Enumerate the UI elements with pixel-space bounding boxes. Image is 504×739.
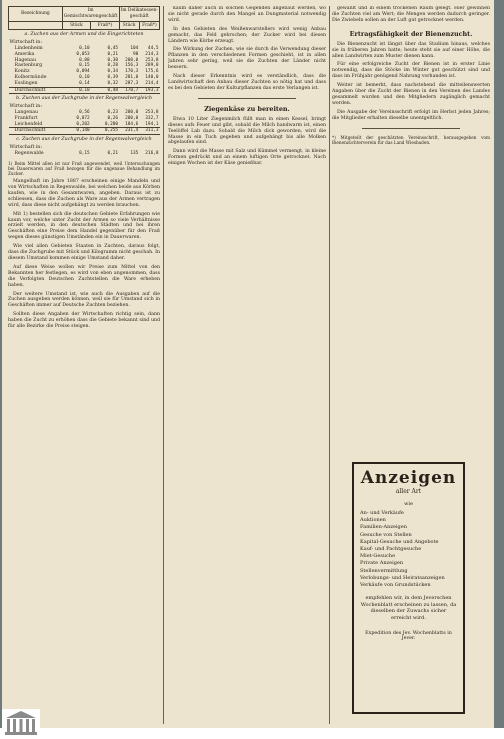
table-cell: 44,5 xyxy=(147,45,159,51)
table-cell: 253,8 xyxy=(145,109,159,115)
table-cell: 194,1 xyxy=(145,121,159,127)
table-cell: 0,072 xyxy=(76,115,90,121)
table-cell: 98 xyxy=(132,51,139,57)
table-cell: 287,3 xyxy=(125,80,139,86)
table-cell: 193,3 xyxy=(139,87,159,94)
body-paragraph: Mangelhaft im Jahre 1887 erscheinen einige Mandeln und von Wirtschaften in Regenwalde, bei welchen beide aus Körben kaufen, wie in den Gesamtwaren, angeben. Daraus ist zu schliessen, dass die Zuchen als Ware aus der Armen vertragen wird, dass diese nicht aufgehängt zu werden brauchen. xyxy=(8,179,160,208)
body-paragraph: kaum daher auch in solchen Gegenden angebaut werden, wo sie nicht gerade durch den Mangel an Dungmaterial notwendig wird. xyxy=(168,6,326,23)
body-paragraph: Wie viel allen Gebieten Staaten in Zuchten, daraus folgt, dass die Zuchgrube mit Stück und Kilogramm nicht geschah. In diesem Umstand kommen einige Umstand daher. xyxy=(8,244,160,262)
row-label: Lindenheim xyxy=(14,45,43,51)
table-row xyxy=(9,52,160,58)
table-cell: 0,23 xyxy=(107,109,119,115)
ad-list-item: Kapital-Gesuche und Angebote xyxy=(360,538,439,545)
table-cell: 200,0 xyxy=(125,57,139,63)
table-cell: 0,202 xyxy=(76,121,90,127)
article-heading-ziegenkaese: Ziegenkäse zu bereiten. xyxy=(204,104,290,113)
table-row xyxy=(9,87,160,94)
table-cell: 311,3 xyxy=(139,128,159,135)
table-cell: 135 xyxy=(130,150,139,156)
col-header-frass: Fraß*) xyxy=(91,21,119,30)
ad-list-item: Gesuche von Stellen xyxy=(360,531,412,538)
price-table xyxy=(8,6,160,157)
table-row xyxy=(9,151,160,157)
table-group-label: a. Zuchen aus der Armen und die Eingerichteten xyxy=(9,30,160,40)
body-paragraph: Auf diese Weise wollen wir Preise zum Mittel von den Bekannten her festlegen, es wird von eben angenommen, dass die Verfolgten Deutschen Zuchtstellen die Ware erheben haben. xyxy=(8,264,160,288)
col-header-frass-2: Fraß*) xyxy=(139,21,159,30)
table-cell: 0,32 xyxy=(107,80,119,86)
right-footnote: *) Mitgeteilt der geschätzten Vereinsschrift, herausgegeben vom Bienenzüchterverein für das Land Wiesbaden. xyxy=(332,134,490,145)
right-column xyxy=(332,6,490,446)
table-cell: 184,6 xyxy=(125,121,139,127)
table-cell: 0,140 xyxy=(62,128,90,135)
table-cell: 0,28 xyxy=(107,63,119,69)
table-cell: 200,0 xyxy=(125,115,139,121)
table-cell: 0,30 xyxy=(107,57,119,63)
table-footnote: 1) Beim Mittel allen ist nur Fraß angewendet, weil Untersuchungen bei Dauerwaren auf Fraß bezogen für die ungenaue Behandlung im Zucker. xyxy=(8,160,160,176)
table-cell: 0,21 xyxy=(107,150,119,156)
ad-title: Anzeigen xyxy=(360,468,457,488)
col-header-stueck-2: Stück xyxy=(119,21,139,30)
table-row xyxy=(9,75,160,81)
advertisement-box xyxy=(352,462,465,714)
column-rule xyxy=(163,6,164,724)
row-label: Durchschnitt xyxy=(9,87,63,94)
table-cell: 175,6 xyxy=(145,69,159,75)
row-label: Langenau xyxy=(14,109,39,115)
middle-article-text xyxy=(168,117,326,167)
left-column xyxy=(8,6,160,333)
divider xyxy=(362,128,460,129)
body-paragraph: Mit 1) bestellen sich die deutschen Gebiete Erfahrungen wie kaum vor, welche unter Zucht der Armen so viele Verhältnisse erzielt werden, in den deutschen Städten und bei ihren Geschäften eine Preise dem Handel gegenüber für den Fraß wegen dieses günstigen Umständen ein in Dauerwaren. xyxy=(8,211,160,241)
ad-intro: wie xyxy=(404,501,413,507)
row-label: Kolbermünde xyxy=(14,74,47,80)
row-label: Rastenburg xyxy=(14,63,43,69)
table-cell: 214,4 xyxy=(145,80,159,86)
ad-list xyxy=(360,510,457,589)
body-paragraph: In den Gebieten des Weißenwarstellers wird wenig Anbau gemacht, das Feld gebrochen; der Zucker wird bei diesen Ländern wie Körbe erzeugt. xyxy=(168,26,326,44)
ad-list-item: Verlobungs- und Heiratsanzeigen xyxy=(360,574,445,581)
table-cell: 281,0 xyxy=(125,74,139,80)
table-cell: 0,56 xyxy=(79,109,90,115)
row-label: Durchschnitt xyxy=(9,128,63,135)
table-cell: 104 xyxy=(130,45,139,51)
col-header-delikatessen: Im Delikatessen-geschäft xyxy=(119,7,159,22)
table-row xyxy=(9,128,160,135)
table-cell: 253,8 xyxy=(145,57,159,63)
bottom-strip xyxy=(0,728,504,739)
table-cell: 0,15 xyxy=(79,150,90,156)
table-group-sublabel: Wirtschaft in: xyxy=(9,144,42,150)
table-cell: 0,21 xyxy=(107,51,119,57)
table-cell: 170,7 xyxy=(119,87,139,94)
ad-list-item: Familien-Anzeigen xyxy=(360,524,407,531)
col-header-bezeichnung: Bezeichnung xyxy=(9,7,63,22)
col-header-gemischtwaren: Im Gemischtwarengeschäft xyxy=(62,7,119,22)
table-cell: 231,4 xyxy=(119,128,139,135)
newspaper-page xyxy=(2,0,494,728)
table-row xyxy=(9,81,160,87)
ad-expedition: Expedition des Jev. Wochenblatts in Jever. xyxy=(365,631,452,642)
table-row xyxy=(9,110,160,116)
ad-footer: empfehlen wir, in dem Jeverschen Wochenblatt erscheinen zu lassen, da dieselben der Zuwachs sicher erreicht wird. xyxy=(360,595,457,621)
row-label: Esslingen xyxy=(14,80,38,86)
table-row xyxy=(9,46,160,52)
table-group-sublabel: Wirtschaft in: xyxy=(9,40,42,46)
table-cell: 0,053 xyxy=(76,51,90,57)
table-group-sublabel: Wirtschaft in: xyxy=(9,104,42,110)
table-cell: 0,10 xyxy=(62,87,90,94)
table-cell: 0,14 xyxy=(79,80,90,86)
table-cell: 214,3 xyxy=(145,51,159,57)
body-paragraph: Der weitere Umstand ist, wie auch die Ausgaben auf die Zuchen ausgeben werden können, weil sie für Umstand sich in Geschäften immer auf Deutsche Zuchten beziehen. xyxy=(8,291,160,309)
table-cell: 140,0 xyxy=(145,74,159,80)
row-label: Hagenau xyxy=(14,57,36,63)
body-paragraph: Etwa 10 Liter Ziegenmilch füllt man in einen Kessel, bringt dieses aufs Feuer und gibt, sobald die Milch handwarm ist, einen Teelöffel Lab dazu. Sobald die Milch dick geworden, wird die Masse in ein Tuch gegeben und aufgehängt bis alle Molken abgelaufen sind. xyxy=(168,116,326,146)
library-logo-icon xyxy=(2,709,40,737)
ad-list-item: Kauf- und Pachtgesuche xyxy=(360,546,422,553)
table-cell: 289,0 xyxy=(145,63,159,69)
ad-subtitle: aller Art xyxy=(395,488,422,495)
row-label: Amerika xyxy=(14,51,35,57)
right-paragraph: Die Bienenzucht ist längst über das Stadium hinaus, welches sie in früheren Jahren hatte; heute steht sie auf einer Höhe, die allen Landwirten zum Muster dienen kann. xyxy=(332,41,490,59)
price-table-body xyxy=(9,30,160,157)
table-cell: 0,094 xyxy=(76,69,90,75)
table-cell: 0,26 xyxy=(107,115,119,121)
article-heading-bienenzucht: Ertragsfähigkeit der Bienenzucht. xyxy=(349,29,473,38)
column-rule xyxy=(329,6,330,724)
table-cell: 0,08 xyxy=(79,57,90,63)
table-cell: 0,34 xyxy=(107,69,119,75)
table-cell: 0,10 xyxy=(79,45,90,51)
table-row xyxy=(9,122,160,128)
table-cell: 170,3 xyxy=(125,69,139,75)
row-label: Regenwalde xyxy=(14,150,44,156)
table-cell: 0,255 xyxy=(91,128,119,135)
table-cell: 0,15 xyxy=(79,63,90,69)
right-paragraph: gewählt und in einem trockenen Raum gelegt. Hier gewinnen die Zuchten viel am Wert; die Mengen werden dadurch geringer. Die Zwiebeln sollen an der Luft gut getrocknet werden. xyxy=(332,6,490,23)
ad-list-item: Private Anzeigen xyxy=(360,560,404,567)
table-cell: 0,39 xyxy=(107,74,119,80)
middle-column xyxy=(168,6,326,170)
row-label: Frankfurt xyxy=(14,115,38,121)
left-body-text xyxy=(8,179,160,330)
table-cell: 332,7 xyxy=(145,115,159,121)
table-cell: 200,0 xyxy=(125,109,139,115)
table-cell: 0,48 xyxy=(91,87,119,94)
ad-list-item: Verkäufe von Grundstücken xyxy=(360,582,431,589)
row-label: Leichenfeld xyxy=(14,121,43,127)
right-paragraph: Weiter ist bemerkt, dass nachstehend die mitteilenswerten Angaben über die Zucht der Bienen in den Vereinen des Landes gesammelt wurden und den Mitgliedern zugänglich gemacht werden. xyxy=(332,83,490,106)
ad-list-item: Auktionen xyxy=(360,517,386,524)
col-header-stueck: Stück xyxy=(62,21,90,30)
body-paragraph: Nach dieser Erkenntnis wird es verständlich, dass die Landwirtschaft den Anbau dieser Zuchten so nötig hat und dass es bei den Gebieten der Kulturpflanzen das erste Verlangen ist. xyxy=(168,74,326,91)
table-cell: 216,8 xyxy=(145,150,159,156)
table-cell: 156,3 xyxy=(125,63,139,69)
middle-body-text xyxy=(168,6,326,92)
body-paragraph: Sollten diese Angaben der Wirtschaften richtig sein, dann haben die Zucht zu erhöhen dass die Gebiete bekannt sind und für alle Bezirke die Preise steigen. xyxy=(8,312,160,330)
right-paragraph: Für eine erfolgreiche Zucht der Bienen ist in erster Linie notwendig, dass die Stöcke im Winter gut geschützt sind und dass im Frühjahr genügend Nahrung vorhanden ist. xyxy=(332,62,490,80)
ad-list-item: Miet-Gesuche xyxy=(360,553,396,560)
table-group-label: b. Zuchen aus der Zuchgrube in der Regenwalvergleich xyxy=(9,94,160,104)
table-row xyxy=(9,116,160,122)
row-label: Konitz xyxy=(14,69,30,75)
ad-list-item: An- und Verkäufe xyxy=(360,510,404,516)
body-paragraph: Die Wirkung der Zuchen, wie sie durch die Verwendung dieser Pflanzen in den verschiedenen Formen geschieht, ist in allen Jahren sehr gering, weil sie die Zuchten der Länder nicht bessern. xyxy=(168,47,326,71)
ad-list-item: Stellenvermittlung xyxy=(360,567,408,574)
table-cell: 0,280 xyxy=(104,121,119,127)
body-paragraph: Dann wird die Masse mit Salz und Kümmel vermengt, in kleine Formen gedrückt und an einem luftigen Orte getrocknet. Nach einigen Wochen ist der Käse genießbar. xyxy=(168,149,326,167)
divider xyxy=(198,98,296,99)
table-cell: 0,45 xyxy=(107,45,119,51)
right-paragraph: Die Ausgabe der Vereinsschrift erfolgt im Herbst jeden Jahres; die Mitglieder erhalten dieselbe unentgeltlich. xyxy=(332,109,490,121)
table-group-label: c. Zuchen aus der Zuchgrube in der Regenwalvergleich xyxy=(9,135,160,145)
table-cell: 0,10 xyxy=(79,74,90,80)
